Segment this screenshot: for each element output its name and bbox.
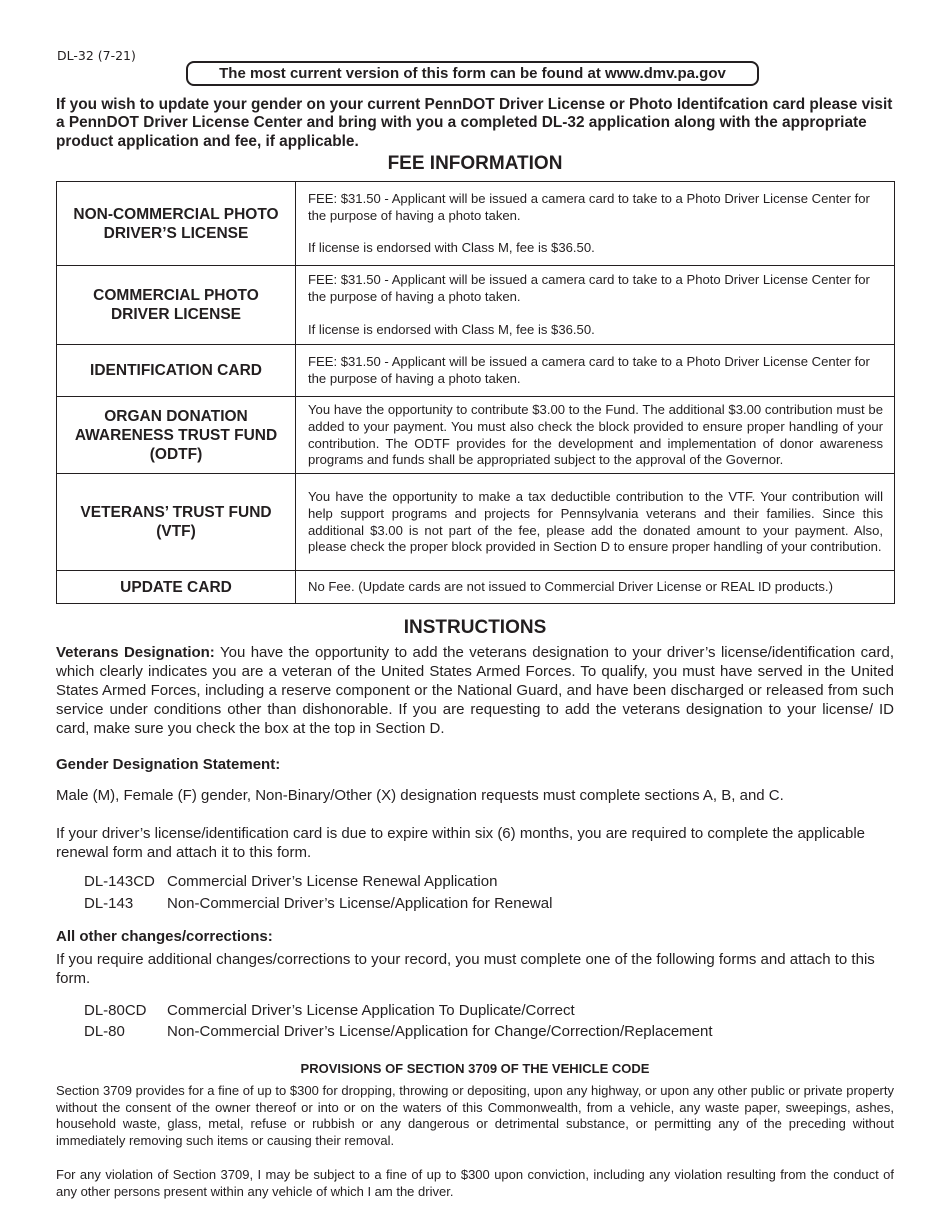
fee-description — [296, 266, 895, 345]
fee-description — [296, 345, 895, 397]
gender-requirements: Male (M), Female (F) gender, Non-Binary/Other (X) designation requests must complete sections A, B, and C. — [56, 787, 784, 804]
fee-information-title: FEE INFORMATION — [387, 153, 563, 174]
form-code: DL-80 — [84, 1023, 125, 1040]
other-changes-heading: All other changes/corrections: — [56, 928, 273, 945]
fee-text: No Fee. (Update cards are not issued to Commercial Driver License or REAL ID products.) — [308, 579, 833, 595]
fee-description — [296, 474, 895, 571]
fee-label: NON-COMMERCIAL PHOTO DRIVER’S LICENSE — [57, 182, 296, 266]
fee-class-m-text: If license is endorsed with Class M, fee is $36.50. — [308, 321, 595, 337]
provisions-paragraph: Section 3709 provides for a fine of up to $300 for dropping, throwing or depositing, upon any highway, or upon any other public or private property without the consent of the owner thereof or into or on the waters of this Commonwealth, from a vehicle, any waste paper, sweepings, ashes, household waste, glass, metal, refuse or rubbish or any dangerous or detrimental substance, or permitting any of the preceding without immediately removing such items or causing their removal. — [56, 1083, 894, 1149]
table-row — [57, 571, 895, 604]
fee-text: FEE: $31.50 - Applicant will be issued a camera card to take to a Photo Driver License Center for the purpose of having a photo taken. — [308, 190, 870, 223]
form-title: Non-Commercial Driver’s License/Application for Renewal — [167, 895, 553, 912]
table-row — [57, 182, 895, 266]
form-title: Commercial Driver’s License Application To Duplicate/Correct — [167, 1002, 575, 1019]
fee-text: FEE: $31.50 - Applicant will be issued a camera card to take to a Photo Driver License Center for the purpose of having a photo taken. — [308, 272, 870, 305]
veterans-heading: Veterans Designation: — [56, 644, 215, 661]
fee-description — [296, 397, 895, 474]
fee-table — [56, 181, 895, 604]
fee-label: UPDATE CARD — [57, 571, 296, 604]
fee-label: IDENTIFICATION CARD — [57, 345, 296, 397]
other-changes-text: If you require additional changes/corrections to your record, you must complete one of the following forms and attach to this form. — [56, 951, 875, 987]
form-reference — [84, 894, 552, 913]
fee-label: COMMERCIAL PHOTO DRIVER LICENSE — [57, 266, 296, 345]
renewal-note: If your driver’s license/identification card is due to expire within six (6) months, you are required to complete the applicable renewal form and attach it to this form. — [56, 825, 866, 861]
form-reference — [84, 1022, 713, 1041]
table-row — [57, 397, 895, 474]
fee-text: You have the opportunity to make a tax deductible contribution to the VTF. Your contribution will help support programs and projects for Pennsylvania veterans and their families. Since this additional $3.00 is not part of the fee, please add the donated amount to your payment. Also, please check the proper block provided in Section D to ensure proper handling of your contribution. — [308, 489, 883, 555]
form-reference — [84, 872, 497, 891]
form-code: DL-143 — [84, 895, 134, 912]
fee-label: ORGAN DONATION AWARENESS TRUST FUND (ODTF) — [57, 397, 296, 474]
table-row — [57, 266, 895, 345]
provisions-title: PROVISIONS OF SECTION 3709 OF THE VEHICLE CODE — [300, 1061, 650, 1076]
form-code: DL-80CD — [84, 1002, 147, 1019]
fee-text: You have the opportunity to contribute $3.00 to the Fund. The additional $3.00 contribution must be added to your payment. You must also check the block provided to ensure proper handling of your contribution. The ODTF provides for the development and implementation of donor awareness programs and funds shall be appropriated subject to the approval of the Governor. — [308, 402, 883, 468]
form-number: DL-32 (7-21) — [57, 48, 136, 63]
instructions-title: INSTRUCTIONS — [403, 617, 547, 638]
veterans-paragraph — [56, 643, 894, 738]
fee-description — [296, 571, 895, 604]
gender-heading: Gender Designation Statement: — [56, 756, 281, 773]
table-row — [57, 345, 895, 397]
table-row — [57, 474, 895, 571]
veterans-text: You have the opportunity to add the veterans designation to your driver’s license/identification card, which clearly indicates you are a veteran of the United States Armed Forces. To qualify, you must have served in the United States Armed Forces, including a reserve component or the National Guard, and have been discharged or released from such service under conditions other than dishonorable. If you are requesting to add the veterans designation to your license/ ID card, make sure you check the box at the top in Section D. — [56, 644, 894, 737]
fee-label: VETERANS’ TRUST FUND (VTF) — [57, 474, 296, 571]
fee-class-m-text: If license is endorsed with Class M, fee is $36.50. — [308, 240, 595, 256]
form-reference — [84, 1001, 575, 1020]
provisions-paragraph: For any violation of Section 3709, I may be subject to a fine of up to $300 upon conviction, including any violation resulting from the conduct of any other persons present within any vehicle of which I am the driver. — [56, 1167, 894, 1199]
current-version-banner: The most current version of this form can be found at www.dmv.pa.gov — [186, 61, 759, 86]
form-title: Commercial Driver’s License Renewal Application — [167, 873, 498, 890]
form-title: Non-Commercial Driver’s License/Application for Change/Correction/Replacement — [167, 1023, 713, 1040]
form-code: DL-143CD — [84, 873, 155, 890]
fee-text: FEE: $31.50 - Applicant will be issued a camera card to take to a Photo Driver License Center for the purpose of having a photo taken. — [308, 354, 870, 386]
fee-description — [296, 182, 895, 266]
intro-paragraph: If you wish to update your gender on your current PennDOT Driver License or Photo Identifcation card please visit a PennDOT Driver License Center and bring with you a completed DL-32 application along with the appropriate product application and fee, if applicable. — [56, 96, 893, 150]
